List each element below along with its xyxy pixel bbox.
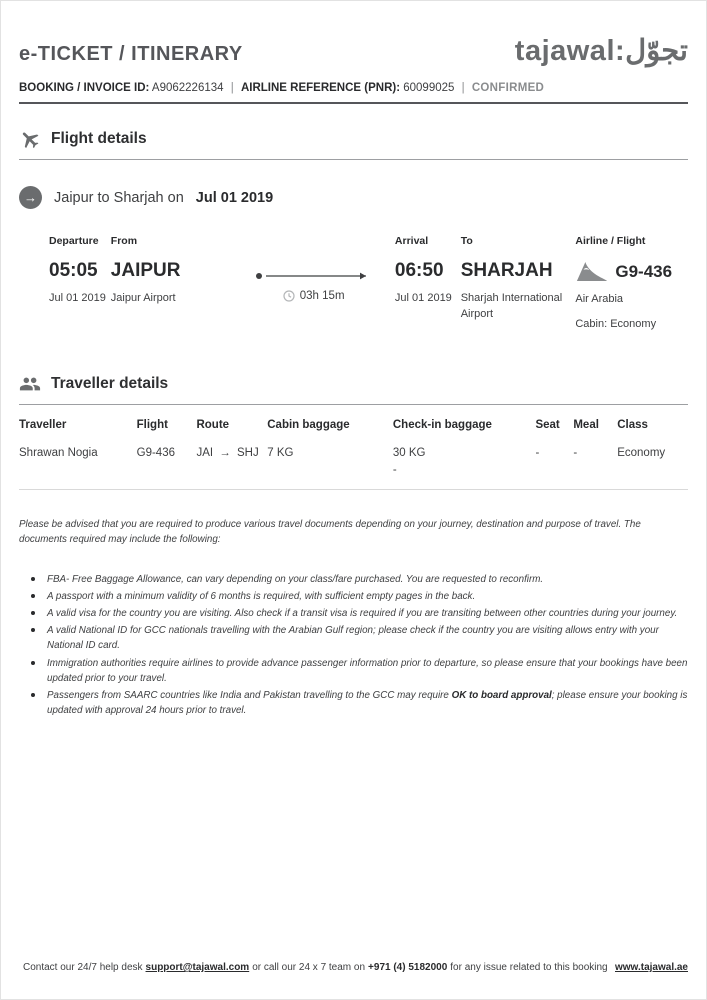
col-header-meal: Meal [573, 418, 599, 431]
departure-column [49, 235, 111, 333]
notice-item: Passengers from SAARC countries like India and Pakistan travelling to the GCC may require OK to board approval; please ensure your booking is updated with approval 24 hours prior to travel. [19, 688, 688, 718]
route-summary-date: Jul 01 2019 [195, 189, 274, 206]
duration-column [240, 235, 387, 333]
from-airport: Jaipur Airport [110, 291, 176, 304]
notice-item: A passport with a minimum validity of 6 months is required, with sufficient empty pages in the back. [19, 589, 688, 604]
flight-details-heading: Flight details [51, 130, 147, 147]
arrival-column [395, 235, 461, 333]
people-icon [19, 373, 41, 395]
separator: | [230, 82, 234, 94]
support-phone: +971 (4) 5182000 [368, 962, 448, 973]
booking-id-label: BOOKING / INVOICE ID: [19, 82, 150, 94]
header [19, 37, 688, 66]
tajawal-logo: tajawal:تجوّل [514, 35, 688, 67]
booking-id-value: A9062226134 [151, 82, 224, 94]
traveller-flight: G9-436 [136, 446, 175, 459]
to-airport: Sharjah International Airport [460, 291, 563, 320]
col-header-checkin-baggage: Check-in baggage [392, 418, 492, 431]
divider-light [19, 159, 688, 160]
travel-documents-notice: Please be advised that you are required to produce various travel documents depending on your journey, destination and purpose of travel. The documents required may include the following: [19, 519, 641, 546]
arrival-header: Arrival [394, 235, 429, 247]
support-email-link[interactable]: support@tajawal.com [145, 962, 250, 973]
air-arabia-tail-icon [575, 260, 609, 283]
traveller-seat: - [535, 446, 540, 459]
footer-text-3: for any issue related to this booking [450, 962, 608, 973]
traveller-cabin-baggage: 7 KG [267, 446, 294, 459]
traveller-checkin-baggage [393, 445, 536, 480]
footer-text-2: or call our 24 x 7 team on [252, 962, 366, 973]
website-link[interactable]: www.tajawal.ae [615, 962, 688, 973]
col-header-route: Route [196, 418, 230, 431]
route-from-code: JAI [196, 446, 214, 459]
traveller-meal: - [573, 446, 578, 459]
route-summary-text: Jaipur to Sharjah on [54, 189, 184, 206]
airline-header: Airline / Flight [575, 235, 646, 247]
footer-text-1: Contact our 24/7 help desk [23, 962, 143, 973]
col-header-flight: Flight [136, 418, 168, 431]
traveller-table [19, 419, 688, 480]
plane-icon [19, 128, 41, 150]
arrival-date: Jul 01 2019 [394, 291, 452, 304]
departure-header: Departure [49, 235, 99, 247]
flight-path-line-icon [254, 270, 374, 282]
pnr-label: AIRLINE REFERENCE (PNR): [240, 82, 401, 94]
departure-date: Jul 01 2019 [49, 291, 106, 304]
to-column [461, 235, 576, 333]
flight-details-section-heading [19, 128, 688, 150]
notice-item: FBA- Free Baggage Allowance, can vary depending on your class/fare purchased. You are requested to reconfirm. [19, 572, 688, 587]
checkin-baggage-value: 30 KG [392, 446, 426, 459]
page-title: e-TICKET / ITINERARY [19, 43, 243, 65]
col-header-traveller: Traveller [19, 418, 67, 431]
divider-dark [19, 102, 688, 104]
route-to-code: SHJ [237, 446, 259, 459]
traveller-table-header [19, 419, 688, 431]
departure-time: 05:05 [49, 260, 98, 281]
traveller-details-heading: Traveller details [51, 374, 169, 392]
notice-item: A valid visa for the country you are visiting. Also check if a transit visa is required if you are transiting between other countries during your journey. [19, 606, 688, 621]
airline-column [575, 235, 688, 333]
route-summary [19, 186, 688, 209]
pnr-value: 60099025 [403, 82, 455, 94]
divider-light [19, 404, 688, 405]
separator: | [461, 82, 465, 94]
flight-segment [19, 235, 688, 333]
flight-number: G9-436 [615, 261, 673, 281]
arrow-right-circle-icon: → [19, 186, 42, 209]
route-arrow-icon: → [219, 446, 231, 459]
col-header-seat: Seat [535, 418, 560, 431]
flight-duration: 03h 15m [299, 290, 345, 302]
to-header: To [460, 235, 473, 247]
from-header: From [110, 235, 138, 247]
checkin-baggage-line2: - [392, 464, 397, 477]
notice-bullet-list [19, 572, 688, 719]
notice-item: Immigration authorities require airlines to provide advance passenger information prior to departure, so please ensure that your bookings have been updated prior to your travel. [19, 656, 688, 686]
footer [23, 962, 688, 973]
booking-bar [19, 82, 688, 94]
to-city: SHARJAH [460, 260, 553, 281]
col-header-cabin-baggage: Cabin baggage [267, 418, 350, 431]
cabin-class: Cabin: Economy [575, 317, 657, 330]
traveller-class: Economy [617, 446, 666, 459]
traveller-table-row [19, 431, 688, 480]
airline-name: Air Arabia [575, 293, 624, 305]
traveller-details-section-heading [19, 373, 688, 395]
status-badge: CONFIRMED [471, 82, 545, 94]
traveller-name: Shrawan Nogia [19, 446, 98, 459]
clock-icon [283, 290, 295, 302]
from-column [111, 235, 241, 333]
notice-item: A valid National ID for GCC nationals travelling with the Arabian Gulf region; please check if the country you are visiting allows entry with your National ID card. [19, 623, 688, 653]
from-city: JAIPUR [110, 260, 181, 281]
col-header-class: Class [617, 418, 648, 431]
traveller-route [196, 445, 267, 480]
divider-lighter [19, 489, 688, 490]
footer-contact [23, 962, 611, 973]
arrival-time: 06:50 [394, 260, 444, 281]
